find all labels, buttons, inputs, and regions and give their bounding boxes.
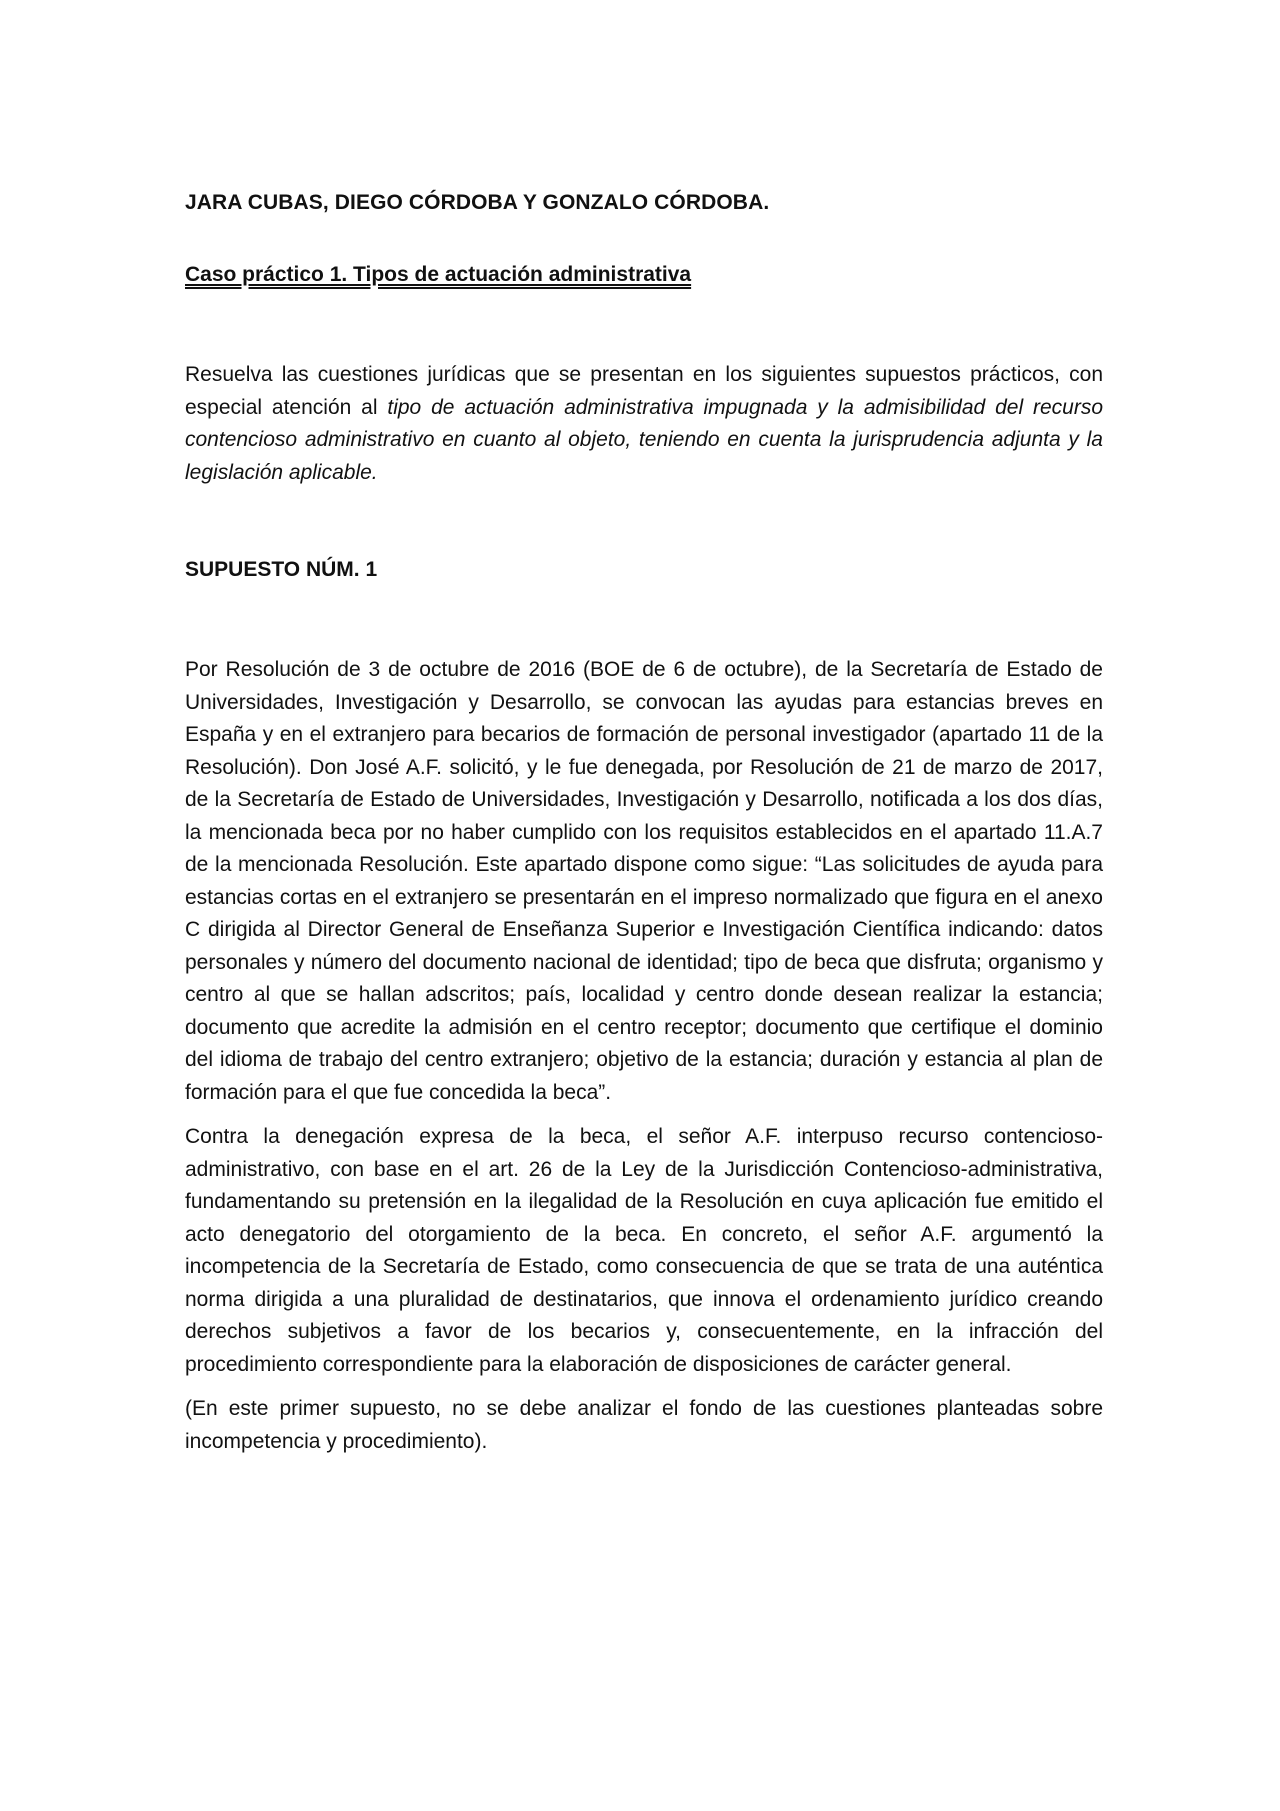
document-page <box>185 188 1103 1458</box>
document-authors: JARA CUBAS, DIEGO CÓRDOBA Y GONZALO CÓRDOBA. <box>185 191 770 214</box>
paragraph-appeal: Contra la denegación expresa de la beca, el señor A.F. interpuso recurso contencioso-administrativo, con base en el art. 26 de la Ley de la Jurisdicción Contencioso-administrativa, fundamentando su pretensión en la ilegalidad de la Resolución en cuya aplicación fue emitido el acto denegatorio del otorgamiento de la beca. En concreto, el señor A.F. argumentó la incompetencia de la Secretaría de Estado, como consecuencia de que se trata de una auténtica norma dirigida a una pluralidad de destinatarios, que innova el ordenamiento jurídico creando derechos subjetivos a favor de los becarios y, consecuentemente, en la infracción del procedimiento correspondiente para la elaboración de disposiciones de carácter general. <box>185 1125 1103 1376</box>
supuesto-heading: SUPUESTO NÚM. 1 <box>185 558 378 581</box>
intro-text: Resuelva las cuestiones jurídicas que se presentan en los siguientes supuestos prácticos, con especial atención al <box>185 363 1103 419</box>
paragraph-note: (En este primer supuesto, no se debe analizar el fondo de las cuestiones planteadas sobre incompetencia y procedimiento). <box>185 1397 1103 1453</box>
case-title: Caso práctico 1. Tipos de actuación administrativa <box>185 263 692 286</box>
intro-paragraph <box>185 359 1103 489</box>
paragraph-facts: Por Resolución de 3 de octubre de 2016 (BOE de 6 de octubre), de la Secretaría de Estado de Universidades, Investigación y Desarrollo, se convocan las ayudas para estancias breves en España y en el extranjero para becarios de formación de personal investigador (apartado 11 de la Resolución). Don José A.F. solicitó, y le fue denegada, por Resolución de 21 de marzo de 2017, de la Secretaría de Estado de Universidades, Investigación y Desarrollo, notificada a los dos días, la mencionada beca por no haber cumplido con los requisitos establecidos en el apartado 11.A.7 de la mencionada Resolución. Este apartado dispone como sigue: “Las solicitudes de ayuda para estancias cortas en el extranjero se presentarán en el impreso normalizado que figura en el anexo C dirigida al Director General de Enseñanza Superior e Investigación Científica indicando: datos personales y número del documento nacional de identidad; tipo de beca que disfruta; organismo y centro al que se hallan adscritos; país, localidad y centro donde desean realizar la estancia; documento que acredite la admisión en el centro receptor; documento que certifique el dominio del idioma de trabajo del centro extranjero; objetivo de la estancia; duración y estancia al plan de formación para el que fue concedida la beca”. <box>185 658 1103 1104</box>
intro-italic-text: tipo de actuación administrativa impugnada y la admisibilidad del recurso contencioso administrativo en cuanto al objeto, teniendo en cuenta la jurisprudencia adjunta y la legislación aplicable. <box>185 395 1103 484</box>
